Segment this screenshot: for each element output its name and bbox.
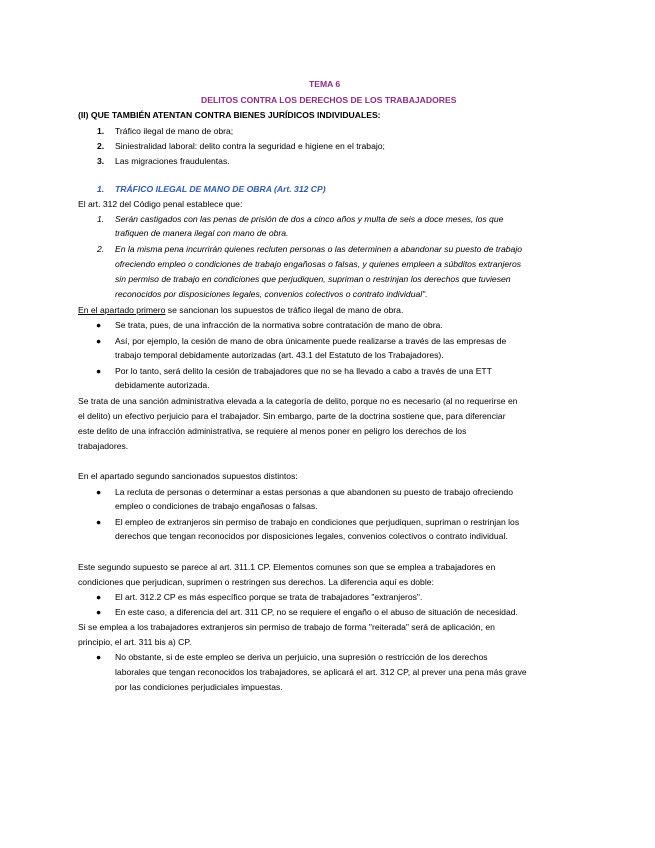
list-item: derechos que tengan reconocidos por disposiciones legales, convenios colectivos o contrato individual. — [115, 531, 508, 541]
paragraph-line: el delito) un efectivo perjuicio para el trabajador. Sin embargo, parte de la doctrina sostiene que, para diferenciar — [78, 411, 506, 421]
list-number: 3. — [97, 156, 105, 166]
document-title: DELITOS CONTRA LOS DERECHOS DE LOS TRABAJADORES — [201, 95, 457, 105]
paragraph-line: Este segundo supuesto se parece al art. 311.1 CP. Elementos comunes son que se emplea a trabajadores en — [78, 562, 496, 572]
paragraph-text: se sancionan los supuestos de tráfico ilegal de mano de obra. — [165, 305, 404, 315]
paragraph: En el apartado segundo sancionados supuestos distintos: — [78, 471, 298, 481]
paragraph — [78, 305, 403, 316]
list-item: debidamente autorizada. — [115, 380, 210, 390]
paragraph-line: Se trata de una sanción administrativa elevada a la categoría de delito, porque no es necesario (al no requerirse en — [78, 396, 518, 406]
topic-number: TEMA 6 — [309, 79, 341, 89]
underlined-text: En el apartado primero — [78, 305, 166, 315]
list-item: Siniestralidad laboral: delito contra la seguridad e higiene en el trabajo; — [115, 141, 385, 151]
list-item: En este caso, a diferencia del art. 311 CP, no se requiere el engaño o el abuso de situación de necesidad. — [115, 607, 518, 617]
quote-line: trafiquen de manera ilegal con mano de obra. — [115, 228, 289, 238]
bullet-icon: ● — [96, 336, 102, 346]
paragraph-line: Si se emplea a los trabajadores extranjeros sin permiso de trabajo de forma "reiterada" será de aplicación, en — [78, 622, 495, 632]
list-number: 2. — [97, 244, 105, 254]
list-item: El art. 312.2 CP es más específico porque se trata de trabajadores "extranjeros". — [115, 592, 423, 602]
list-item: El empleo de extranjeros sin permiso de trabajo en condiciones que perjudiquen, supriman o restrinjan los — [115, 517, 520, 527]
list-item: Se trata, pues, de una infracción de la normativa sobre contratación de mano de obra. — [115, 320, 443, 330]
bullet-icon: ● — [96, 487, 102, 497]
paragraph-line: este delito de una infracción administrativa, se requiere al menos poner en peligro los derechos de los — [78, 426, 467, 436]
quote-line: En la misma pena incurrirán quienes recluten personas o las determinen a abandonar su puesto de trabajo — [115, 244, 523, 254]
list-item: No obstante, si de este empleo se deriva un perjuicio, una supresión o restricción de los derechos — [115, 652, 488, 662]
quote-line: Serán castigados con las penas de prisión de dos a cinco años y multa de seis a doce meses, los que — [115, 214, 504, 224]
heading-number: 1. — [97, 184, 105, 194]
list-item: La recluta de personas o determinar a estas personas a que abandonen su puesto de trabajo ofreciendo — [115, 487, 513, 497]
list-item: por las condiciones perjudiciales impuestas. — [115, 682, 283, 692]
list-item: trabajo temporal debidamente autorizadas (art. 43.1 del Estatuto de los Trabajadores). — [115, 350, 444, 360]
list-item: empleo o condiciones de trabajo engañosas o falsas. — [115, 501, 318, 511]
bullet-icon: ● — [96, 366, 102, 376]
list-number: 1. — [97, 126, 105, 136]
bullet-icon: ● — [96, 592, 102, 602]
article-intro: El art. 312 del Código penal establece que: — [78, 199, 243, 209]
section-heading: (II) QUE TAMBIÉN ATENTAN CONTRA BIENES JURÍDICOS INDIVIDUALES: — [78, 110, 381, 120]
section-title: TRÁFICO ILEGAL DE MANO DE OBRA (Art. 312 CP) — [115, 184, 326, 194]
quote-line: ofreciendo empleo o condiciones de trabajo engañosas o falsas, y quienes empleen a súbditos extranjeros — [115, 259, 522, 269]
paragraph-line: trabajadores. — [78, 441, 129, 451]
paragraph-line: principio, el art. 311 bis a) CP. — [78, 637, 192, 647]
list-item: Así, por ejemplo, la cesión de mano de obra únicamente puede realizarse a través de las empresas de — [115, 336, 507, 346]
list-item: Las migraciones fraudulentas. — [115, 156, 230, 166]
bullet-icon: ● — [96, 607, 102, 617]
list-item: Tráfico ilegal de mano de obra; — [115, 126, 234, 136]
list-item: laborales que tengan reconocidos los trabajadores, se aplicará el art. 312 CP, al prever una pena más grave — [115, 667, 527, 677]
bullet-icon: ● — [96, 652, 102, 662]
paragraph-line: condiciones que perjudican, suprimen o restringen sus derechos. La diferencia aquí es doble: — [78, 577, 434, 587]
quote-line: reconocidos por disposiciones legales, convenios colectivos o contrato individual". — [115, 289, 428, 299]
list-number: 1. — [97, 214, 105, 224]
list-number: 2. — [97, 141, 105, 151]
list-item: Por lo tanto, será delito la cesión de trabajadores que no se ha llevado a cabo a través de una ETT — [115, 366, 492, 376]
bullet-icon: ● — [96, 320, 102, 330]
bullet-icon: ● — [96, 517, 102, 527]
quote-line: sin permiso de trabajo en condiciones que perjudiquen, supriman o restrinjan los derechos que tuviesen — [115, 274, 511, 284]
